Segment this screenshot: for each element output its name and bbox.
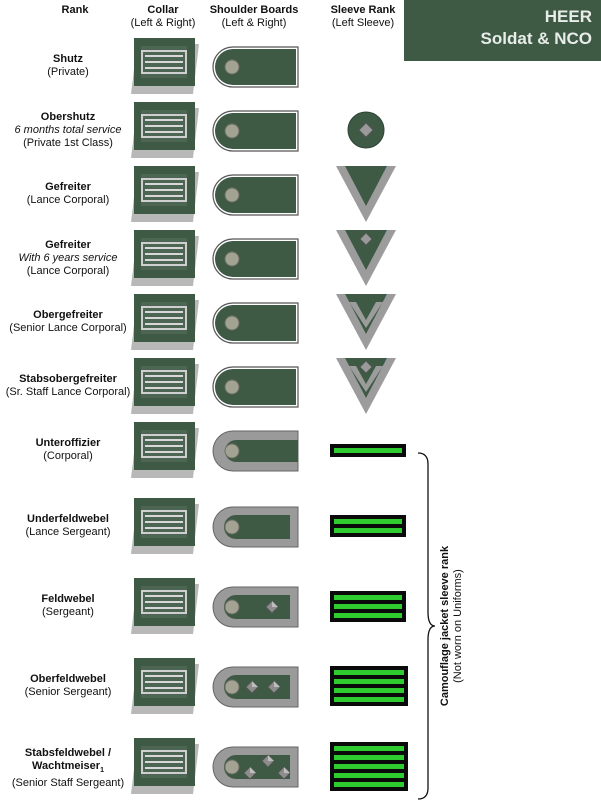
shoulder-board	[212, 586, 300, 628]
rank-translation: (Corporal)	[43, 450, 93, 462]
rank-name: Stabsfeldwebel /	[24, 747, 112, 759]
shoulder-board	[212, 430, 300, 472]
header-shoulder-label: Shoulder Boards	[209, 4, 299, 16]
rank-name: Feldwebel	[41, 593, 95, 605]
rank-translation: (Sergeant)	[42, 606, 94, 618]
shoulder-board	[212, 506, 300, 548]
rank-translation: (Senior Staff Sergeant)	[11, 777, 125, 790]
header-collar-sub: (Left & Right)	[130, 17, 196, 29]
sleeve-chevron	[328, 166, 408, 230]
shoulder-board	[212, 746, 300, 788]
header-collar-label: Collar	[147, 4, 179, 16]
sleeve-stripes	[330, 666, 410, 730]
rank-translation: (Lance Corporal)	[26, 194, 110, 206]
banner-line2: Soldat & NCO	[480, 29, 592, 48]
brace-label-title: Camouflage jacket sleeve rank	[439, 545, 451, 707]
rank-row	[0, 656, 601, 722]
shoulder-board	[212, 174, 300, 216]
rank-label	[0, 309, 136, 335]
rank-row	[0, 164, 601, 230]
brace-label-note: (Not worn on Uniforms)	[452, 569, 464, 683]
rank-row	[0, 356, 601, 422]
rank-translation: (Private)	[47, 66, 89, 78]
sleeve-stripes	[330, 742, 410, 806]
header-collar	[118, 4, 208, 30]
rank-label	[0, 111, 136, 150]
rank-label	[0, 181, 136, 207]
rank-row	[0, 420, 601, 486]
rank-row	[0, 292, 601, 358]
shoulder-board	[212, 238, 300, 280]
rank-name: Oberfeldwebel	[30, 673, 106, 685]
brace-label	[412, 456, 492, 796]
header-sleeve-sub: (Left Sleeve)	[331, 17, 395, 29]
header-rank	[50, 4, 100, 17]
collar-tab	[131, 356, 199, 414]
collar-tab	[131, 420, 199, 478]
rank-translation: (Sr. Staff Lance Corporal)	[5, 386, 131, 398]
rank-label	[0, 513, 136, 539]
rank-name: Obershutz	[40, 111, 96, 123]
rank-row	[0, 100, 601, 166]
rank-name: Unteroffizier	[35, 437, 101, 449]
shoulder-board	[212, 366, 300, 408]
sleeve-stripes	[330, 515, 410, 579]
collar-tab	[131, 656, 199, 714]
sleeve-chevron	[328, 294, 408, 358]
collar-tab	[131, 292, 199, 350]
rank-label	[0, 593, 136, 619]
rank-name: Stabsobergefreiter	[19, 373, 117, 385]
header-rank-label: Rank	[61, 4, 89, 16]
rank-name: Obergefreiter	[33, 309, 103, 321]
rank-name: Gefreiter	[45, 239, 91, 251]
rank-label	[0, 437, 136, 463]
shoulder-board	[212, 46, 300, 88]
rank-row	[0, 576, 601, 642]
collar-tab	[131, 164, 199, 222]
rank-label	[0, 673, 136, 699]
rank-note: With 6 years service	[18, 252, 118, 264]
banner-line1: HEER	[544, 7, 592, 26]
rank-name: Gefreiter	[45, 181, 91, 193]
shoulder-board	[212, 666, 300, 708]
rank-name: Shutz	[53, 53, 83, 65]
rank-row	[0, 736, 601, 802]
rank-translation: (Senior Sergeant)	[24, 686, 112, 698]
sleeve-star-disc	[328, 102, 408, 166]
sleeve-stripes	[330, 591, 410, 655]
rank-label	[0, 747, 136, 790]
collar-tab	[131, 576, 199, 634]
rank-label	[0, 239, 136, 278]
header-shoulder-sub: (Left & Right)	[221, 17, 287, 29]
rank-translation: (Private 1st Class)	[23, 137, 113, 149]
rank-label	[0, 373, 136, 399]
shoulder-board	[212, 302, 300, 344]
header-sleeve-label: Sleeve Rank	[330, 4, 396, 16]
sleeve-chevron	[328, 358, 408, 422]
header-sleeve	[318, 4, 408, 30]
rank-row	[0, 36, 601, 102]
rank-translation: (Lance Corporal)	[26, 265, 110, 277]
rank-note: 6 months total service	[14, 124, 122, 136]
collar-tab	[131, 100, 199, 158]
rank-translation: (Lance Sergeant)	[25, 526, 111, 538]
rank-label	[0, 53, 136, 79]
header-shoulder	[204, 4, 304, 30]
rank-name-alt: Wachtmeiser$_1$	[32, 760, 104, 775]
rank-translation: (Senior Lance Corporal)	[9, 322, 127, 334]
rank-row	[0, 496, 601, 562]
rank-row	[0, 228, 601, 294]
sleeve-chevron	[328, 230, 408, 294]
collar-tab	[131, 496, 199, 554]
rank-name: Underfeldwebel	[27, 513, 109, 525]
shoulder-board	[212, 110, 300, 152]
footnote-marker: 1	[100, 767, 104, 775]
collar-tab	[131, 36, 199, 94]
collar-tab	[131, 228, 199, 286]
collar-tab	[131, 736, 199, 794]
